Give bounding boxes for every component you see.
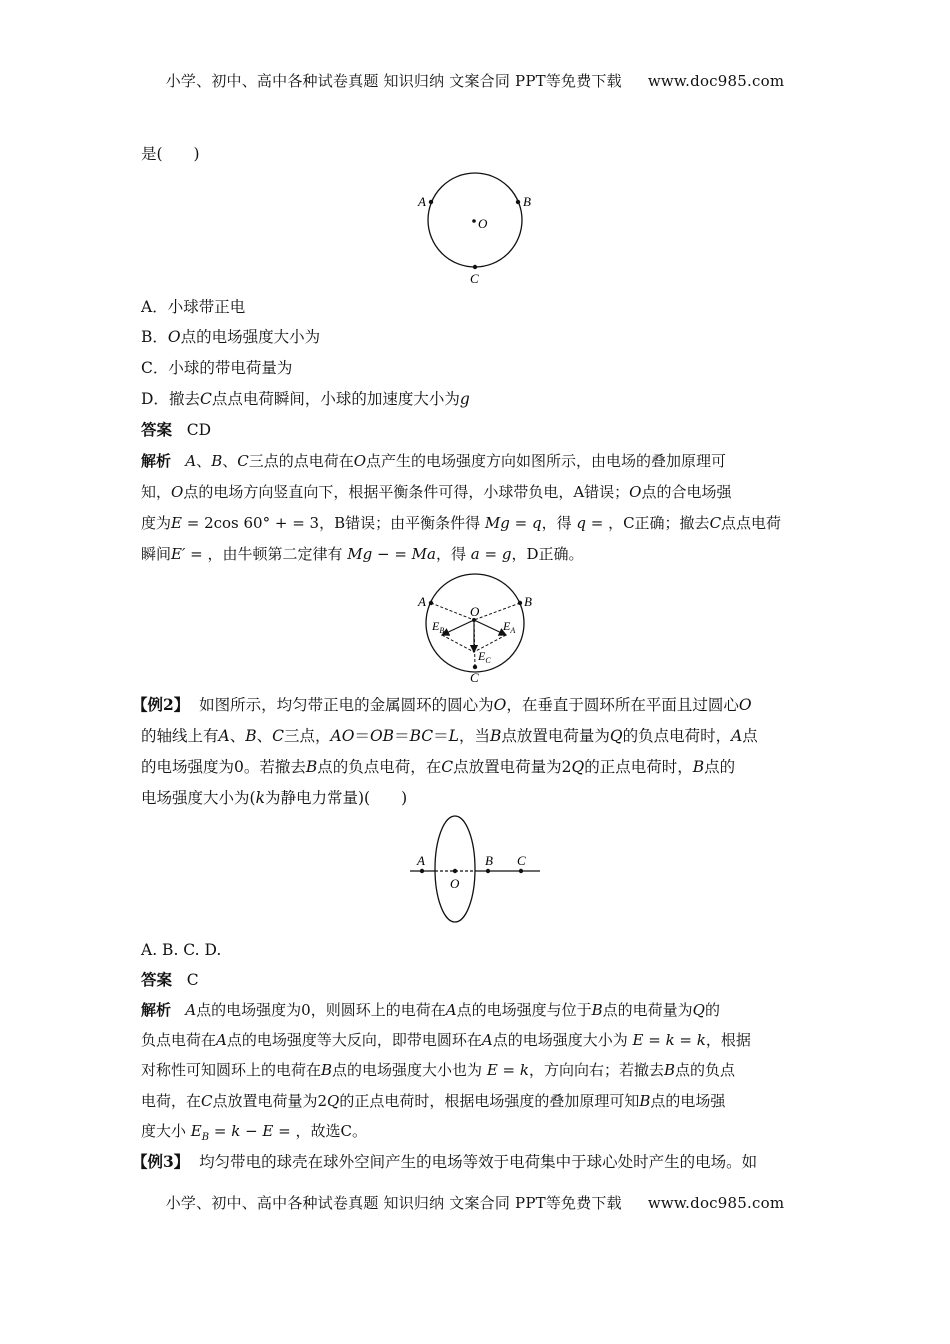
answer-value: C [186, 971, 199, 989]
q2-analysis-line-5 [141, 1120, 816, 1149]
answer-label: 答案 [141, 420, 173, 439]
v: E [171, 514, 182, 532]
q2-stem-line-2 [141, 725, 816, 747]
option-d-prefix: D． [141, 390, 169, 408]
q1-option-d [141, 388, 816, 410]
v: A [731, 727, 743, 745]
t: 为静电力常量)( ) [264, 789, 408, 807]
option-c-prefix: C． [141, 359, 169, 377]
v: k [665, 1031, 675, 1049]
q2-analysis-line-3 [141, 1059, 816, 1081]
t: 、 [229, 727, 246, 745]
q1-analysis-line-1 [141, 450, 816, 472]
t: 点的电场强 [650, 1092, 726, 1110]
answer-value: CD [186, 421, 212, 439]
option-a-prefix: A． [141, 298, 168, 316]
t: 知， [141, 483, 172, 501]
v: B [245, 727, 257, 745]
v: B [305, 758, 318, 776]
label-c: C [470, 271, 479, 286]
v: BC [409, 727, 434, 745]
t: 点的合电场强 [641, 483, 732, 501]
v: O [171, 483, 184, 501]
v: O [738, 696, 752, 714]
q1-option-c [141, 357, 816, 379]
v: B [591, 1001, 603, 1019]
axis-point-o [453, 869, 457, 873]
v: E [190, 1122, 202, 1140]
t: 点的负点 [675, 1061, 736, 1079]
v: Q [692, 1001, 705, 1019]
q1-stem-tail: 是( ) [141, 145, 200, 163]
t: 点的电场强度与位于 [456, 1001, 592, 1019]
t: = [674, 1031, 697, 1049]
t: 的 [704, 1001, 720, 1019]
vector-ea [474, 620, 506, 635]
v: B [201, 1132, 210, 1143]
label-a-2: A [418, 594, 426, 609]
option-b-text: 点的电场强度大小为 [180, 328, 321, 346]
q1-answer [141, 419, 816, 441]
v: q [531, 514, 542, 532]
t: 三点， [284, 727, 331, 745]
t: 的正点电荷时，根据电场强度的叠加原理可知 [339, 1092, 640, 1110]
v: A [218, 727, 230, 745]
v: B [321, 1061, 333, 1079]
page-footer [0, 1192, 950, 1213]
q2-stem-line-4 [141, 787, 816, 809]
v: k [255, 789, 265, 807]
v: Mg [484, 514, 510, 532]
t: 的轴线上有 [141, 727, 219, 745]
v: A [216, 1031, 227, 1049]
label-a: A [418, 194, 426, 209]
t: 点放置电荷量为2 [453, 758, 572, 776]
t: = ，C正确；撤去 [585, 514, 710, 532]
v: A [481, 1031, 493, 1049]
v: Mg [347, 545, 373, 563]
v: a [470, 545, 480, 563]
option-d-var2: g [459, 390, 470, 408]
v: k [696, 1031, 706, 1049]
axis-point-a [420, 869, 424, 873]
vector-eb [442, 620, 474, 635]
t: 点的电场强度大小为 [492, 1031, 633, 1049]
q1-option-b [141, 326, 816, 348]
v: OB [369, 727, 395, 745]
q2-stem-line-3 [141, 756, 816, 778]
t: ＝ [354, 727, 370, 745]
q2-tag: 【例2】 [132, 695, 190, 714]
label-b: B [523, 194, 531, 209]
t: 点的电场强度等大反向，即带电圆环在 [226, 1031, 482, 1049]
option-a-text: 小球带正电 [167, 298, 246, 316]
t: − [240, 1122, 263, 1140]
t: 三点的点电荷在 [248, 452, 354, 470]
point-a [429, 200, 433, 204]
point-o [472, 219, 476, 223]
t: 度为 [141, 514, 172, 532]
t: ，根据 [705, 1031, 751, 1049]
v: k [231, 1122, 241, 1140]
v: A [445, 1001, 457, 1019]
q1-analysis-line-3 [141, 512, 816, 534]
point-c [473, 265, 477, 269]
dash-eb-ec [442, 635, 474, 652]
t: 如图所示，均匀带正电的金属圆环的圆心为 [199, 696, 494, 714]
t: ，得 [541, 514, 577, 532]
q2-analysis-line-4 [141, 1090, 816, 1112]
point-b [516, 200, 520, 204]
t: 电场强度大小为( [141, 789, 256, 807]
v: B [211, 452, 223, 470]
v: O [629, 483, 642, 501]
t: 负点电荷在 [141, 1031, 217, 1049]
q2-stem-line-1 [132, 694, 807, 716]
v: B [692, 758, 705, 776]
t: ＝ [394, 727, 410, 745]
v: L [448, 727, 459, 745]
t: 点的 [704, 758, 736, 776]
v: E [486, 1061, 498, 1079]
t: = [509, 514, 532, 532]
v: k [519, 1061, 529, 1079]
axis-label-o: O [450, 876, 460, 891]
label-eb: $E_B$ [432, 619, 445, 635]
axis-label-c: C [517, 853, 526, 868]
dash-bo [474, 603, 520, 620]
t: ，D正确。 [511, 545, 584, 563]
t: 点的电场强度为0，则圆环上的电荷在 [196, 1001, 446, 1019]
v: Q [327, 1092, 340, 1110]
t: 点放置电荷量为 [501, 727, 610, 745]
v: C [272, 727, 285, 745]
analysis-label: 解析 [141, 1001, 172, 1019]
label-ec: $E_C$ [478, 649, 491, 665]
q2-figure-ring-axis [405, 813, 545, 933]
v: C [709, 514, 722, 532]
t: = [479, 545, 502, 563]
t: = [497, 1061, 520, 1079]
q1-analysis-line-4 [141, 543, 816, 565]
t: = [209, 1122, 232, 1140]
v: E [632, 1031, 644, 1049]
v: B [664, 1061, 676, 1079]
v: AO [330, 727, 355, 745]
option-d-t1: 撤去 [168, 390, 200, 408]
v: A [185, 1001, 197, 1019]
analysis-label: 解析 [141, 452, 172, 470]
t: ，方向向右；若撤去 [528, 1061, 664, 1079]
t: 的负点电荷时， [622, 727, 732, 745]
answer-label: 答案 [141, 970, 173, 989]
t: 点的负点电荷，在 [317, 758, 442, 776]
option-b-prefix: B． [141, 328, 168, 346]
v: Q [609, 727, 623, 745]
q3-stem-line-1 [132, 1151, 807, 1173]
q2-analysis-line-1 [141, 999, 816, 1021]
footer-url[interactable]: www.doc985.com [647, 1194, 785, 1212]
option-d-t2: 点点电荷瞬间，小球的加速度大小为 [211, 390, 460, 408]
v: g [501, 545, 512, 563]
t: 点的电荷量为 [602, 1001, 693, 1019]
t: 点的电场强度大小也为 [332, 1061, 487, 1079]
option-b-var: O [167, 328, 181, 346]
v: E [262, 1122, 274, 1140]
v: O [493, 696, 507, 714]
t: 点产生的电场强度方向如图所示，由电场的叠加原理可 [366, 452, 727, 470]
t: 对称性可知圆环上的电荷在 [141, 1061, 322, 1079]
header-text: 小学、初中、高中各种试卷真题 知识归纳 文案合同 PPT等免费下载 [165, 72, 622, 90]
q1-figure-circle [410, 168, 550, 288]
axis-point-b [486, 869, 490, 873]
t: = ，由牛顿第二定律有 [185, 545, 348, 563]
v: C [237, 452, 249, 470]
option-c-text: 小球的带电荷量为 [168, 359, 293, 377]
axis-point-c [519, 869, 523, 873]
t: 、 [222, 452, 238, 470]
t: 点 [742, 727, 758, 745]
v: C [441, 758, 454, 776]
q1-analysis-line-2 [141, 481, 816, 503]
q3-text: 均匀带电的球壳在球外空间产生的电场等效于电荷集中于球心处时产生的电场。如 [199, 1153, 758, 1171]
v: A [185, 452, 197, 470]
v: q [576, 514, 586, 532]
option-d-var: C [199, 390, 212, 408]
t: = 2cos 60° + = 3，B错误；由平衡条件得 [181, 514, 485, 532]
t: 的电场强度为0。若撤去 [141, 758, 306, 776]
q1-option-a [141, 296, 816, 318]
v: B [639, 1092, 651, 1110]
label-o: O [478, 216, 488, 231]
v: Q [571, 758, 585, 776]
t: ，在垂直于圆环所在平面且过圆心 [506, 696, 739, 714]
axis-label-a: A [417, 853, 425, 868]
t: = ，故选C。 [273, 1122, 367, 1140]
page-header [0, 70, 950, 91]
q2-analysis-line-2 [141, 1029, 816, 1051]
t: 点点电荷 [721, 514, 782, 532]
t: ，得 [435, 545, 471, 563]
t: 度大小 [141, 1122, 191, 1140]
t: 、 [196, 452, 212, 470]
q2-answer [141, 969, 816, 991]
v: Ma [411, 545, 436, 563]
axis-label-b: B [485, 853, 493, 868]
t: 点放置电荷量为2 [212, 1092, 328, 1110]
label-c-2: C [470, 670, 479, 685]
v: C [201, 1092, 213, 1110]
label-o-2: O [470, 604, 480, 619]
label-b-2: B [524, 594, 532, 609]
t: 瞬间 [141, 545, 172, 563]
t: 的正点电荷时， [584, 758, 693, 776]
t: 点的电场方向竖直向下，根据平衡条件可得，小球带负电，A错误； [183, 483, 630, 501]
v: B [489, 727, 502, 745]
v: E′ [171, 545, 186, 563]
t: = [643, 1031, 666, 1049]
t: − = [372, 545, 412, 563]
q3-tag: 【例3】 [132, 1152, 190, 1171]
t: 电荷，在 [141, 1092, 202, 1110]
t: ＝ [433, 727, 449, 745]
dash-ao [431, 603, 474, 620]
q1-figure-field-vectors [410, 568, 550, 688]
label-ea: $E_A$ [503, 619, 516, 635]
v: O [353, 452, 367, 470]
q2-options: A. B. C. D. [141, 941, 222, 959]
footer-text: 小学、初中、高中各种试卷真题 知识归纳 文案合同 PPT等免费下载 [165, 1194, 622, 1212]
t: ，当 [458, 727, 490, 745]
header-url[interactable]: www.doc985.com [647, 72, 785, 90]
t: 、 [256, 727, 273, 745]
